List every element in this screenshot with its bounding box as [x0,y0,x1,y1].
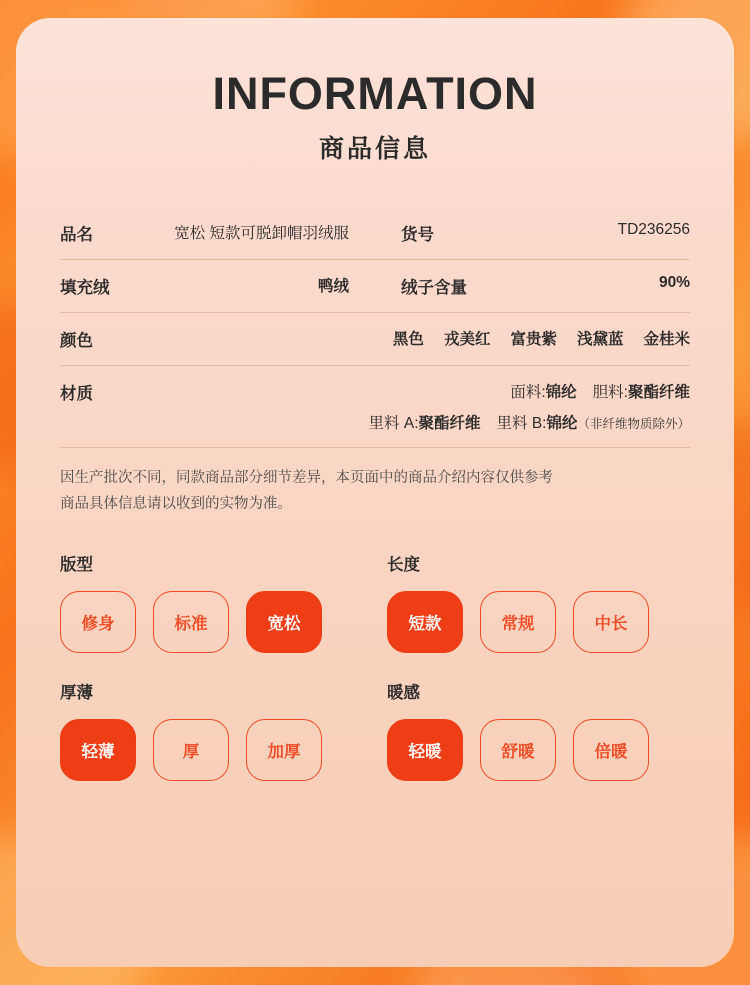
color-list [393,327,690,349]
material-value: 锦纶 [545,384,577,402]
spec-value: TD236256 [617,221,690,239]
info-card [16,18,734,967]
disclaimer-line-2: 商品具体信息请以收到的实物为准。 [60,495,292,512]
color-item: 浅黛蓝 [576,331,624,349]
spec-label: 货号 [401,226,434,245]
material-key: 里料 B: [496,415,547,433]
material-value: 聚酯纤维 [627,384,690,402]
spec-value: 90% [658,274,690,292]
option-pill-length-2[interactable]: 常规 [480,591,556,653]
table-row [60,313,690,366]
option-pill-length-3[interactable]: 中长 [573,591,649,653]
spec-product-name [60,207,375,259]
spec-label: 品名 [60,226,93,245]
spec-label: 绒子含量 [401,279,467,298]
material-line-1 [510,380,690,402]
material-note: （非纤维物质除外） [577,417,690,432]
option-pill-warmth-3[interactable]: 倍暖 [573,719,649,781]
spec-colors [60,313,690,365]
material-key: 胆料: [592,384,628,402]
spec-down-content [375,260,690,312]
option-group-fit [60,551,363,653]
spec-filling [60,260,375,312]
material-key: 里料 A: [368,415,419,433]
material-value: 聚酯纤维 [418,415,481,433]
option-pill-fit-2[interactable]: 标准 [153,591,229,653]
option-pill-fit-3[interactable]: 宽松 [246,591,322,653]
title-english: INFORMATION [212,68,538,119]
option-group-warmth [387,679,690,781]
spec-value: 宽松 短款可脱卸帽羽绒服 [174,225,349,243]
option-pill-list [60,719,363,781]
spec-label: 颜色 [60,332,93,351]
color-item: 黑色 [392,331,424,349]
table-row [60,366,690,447]
material-line-2 [369,411,690,433]
spec-table [60,207,690,448]
spec-material [60,366,690,447]
option-pill-thickness-1[interactable]: 轻薄 [60,719,136,781]
title-chinese: 商品信息 [318,135,431,164]
option-group-title: 长度 [387,556,420,574]
option-pill-list [60,591,363,653]
option-group-length [387,551,690,653]
option-pill-fit-1[interactable]: 修身 [60,591,136,653]
material-value: 锦纶 [546,415,578,433]
option-groups [60,551,690,781]
spec-label: 材质 [60,385,93,404]
color-item: 戎美红 [443,331,491,349]
option-pill-thickness-3[interactable]: 加厚 [246,719,322,781]
divider [60,447,690,448]
disclaimer-line-1: 因生产批次不同，同款商品部分细节差异，本页面中的商品介绍内容仅供参考 [60,470,553,487]
color-item: 富贵紫 [510,331,557,349]
spec-label: 填充绒 [60,279,110,298]
option-pill-warmth-1[interactable]: 轻暖 [387,719,463,781]
option-pill-warmth-2[interactable]: 舒暖 [480,719,556,781]
option-pill-list [387,591,690,653]
material-values [369,380,690,433]
option-pill-list [387,719,690,781]
page-title [60,18,690,165]
color-item: 金桂米 [643,331,690,349]
material-key: 面料: [510,384,546,402]
table-row [60,260,690,313]
option-group-title: 厚薄 [60,684,93,702]
option-pill-length-1[interactable]: 短款 [387,591,463,653]
spec-item-number [375,207,690,259]
table-row [60,207,690,260]
option-pill-thickness-2[interactable]: 厚 [153,719,229,781]
option-group-title: 暖感 [387,684,420,702]
option-group-thickness [60,679,363,781]
spec-value: 鸭绒 [317,278,349,296]
option-group-title: 版型 [60,556,93,574]
disclaimer-note [60,466,690,517]
